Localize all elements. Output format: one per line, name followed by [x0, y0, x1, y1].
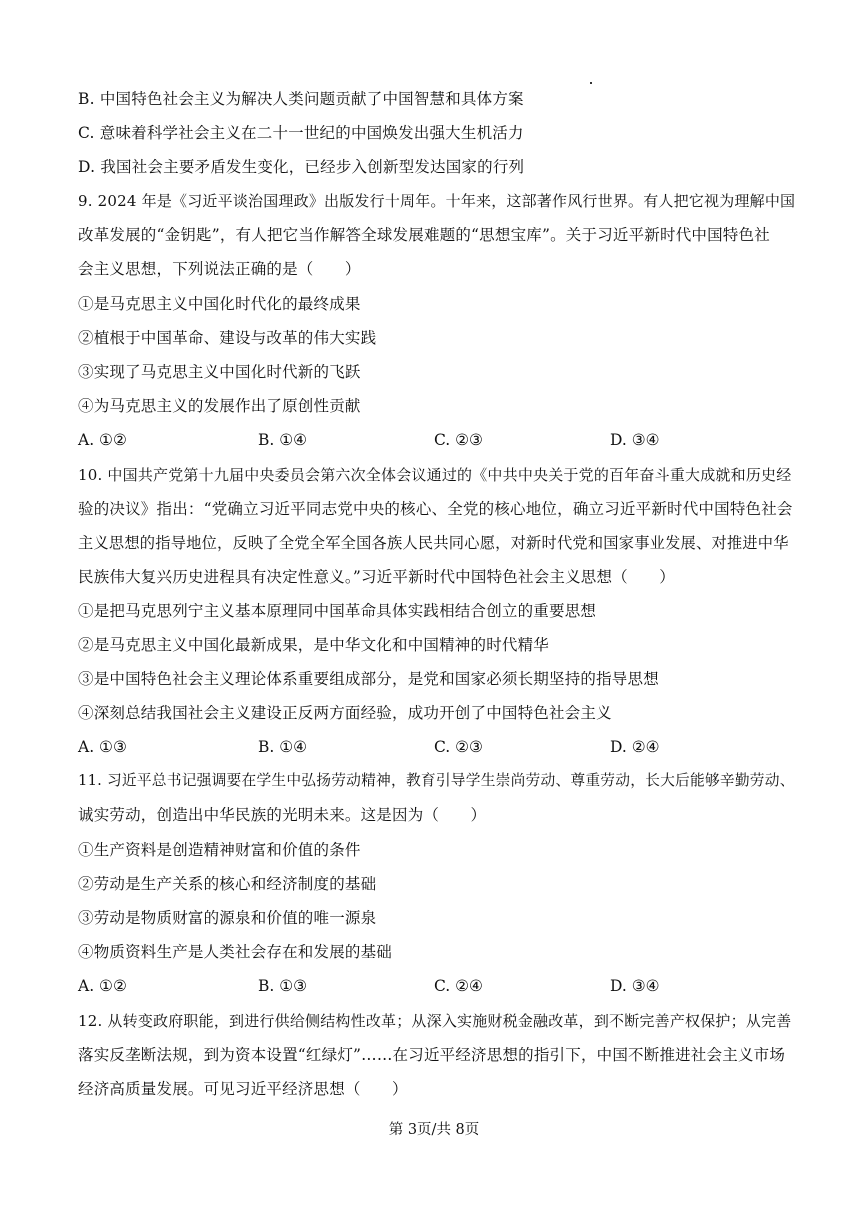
q11-statement: ①生产资料是创造精神财富和价值的条件	[78, 841, 361, 859]
q10-option-c: C. ②③	[434, 738, 483, 756]
q12-stem-line: 落实反垄断法规，到为资本设置“红绿灯”……在习近平经济思想的指引下，中国不断推进社会主义市场	[78, 1046, 786, 1064]
q9-option-b: B. ①④	[258, 431, 308, 449]
q11-stem-line: 11. 习近平总书记强调要在学生中弘扬劳动精神，教育引导学生崇尚劳动、尊重劳动，长大后能够辛勤劳动、	[78, 772, 795, 789]
q9-statement: ③实现了马克思主义中国化时代新的飞跃	[78, 363, 361, 381]
q9-option-a: A. ①②	[78, 431, 127, 449]
q9-statement: ①是马克思主义中国化时代化的最终成果	[78, 295, 361, 313]
q10-statement: ③是中国特色社会主义理论体系重要组成部分，是党和国家必须长期坚持的指导思想	[78, 670, 659, 688]
q9-statement: ②植根于中国革命、建设与改革的伟大实践	[78, 329, 377, 347]
q10-statement: ①是把马克思列宁主义基本原理同中国革命具体实践相结合创立的重要思想	[78, 602, 597, 620]
q9-stem-line: 改革发展的“金钥匙”，有人把它当作解答全球发展难题的“思想宝库”。关于习近平新时代中国特色社	[78, 226, 770, 244]
q10-statement: ④深刻总结我国社会主义建设正反两方面经验，成功开创了中国特色社会主义	[78, 704, 612, 722]
q10-option-d: D. ②④	[610, 738, 660, 756]
q8-option-c: C. 意味着科学社会主义在二十一世纪的中国焕发出强大生机活力	[78, 124, 524, 142]
q9-option-d: D. ③④	[610, 431, 660, 449]
q10-option-b: B. ①④	[258, 738, 308, 756]
q11-option-b: B. ①③	[258, 977, 308, 995]
q11-statement: ④物质资料生产是人类社会存在和发展的基础	[78, 943, 393, 961]
q11-option-c: C. ②④	[434, 977, 483, 995]
q11-statement: ③劳动是物质财富的源泉和价值的唯一源泉	[78, 909, 377, 927]
q10-stem-line: 主义思想的指导地位，反映了全党全军全国各族人民共同心愿，对新时代党和国家事业发展、对推进中华	[78, 534, 789, 552]
q8-option-b: B. 中国特色社会主义为解决人类问题贡献了中国智慧和具体方案	[78, 90, 524, 108]
stray-dot	[590, 82, 592, 84]
q10-stem-line: 民族伟大复兴历史进程具有决定性意义。”习近平新时代中国特色社会主义思想（ ）	[78, 568, 675, 586]
page-footer: 第 3页/共 8页	[388, 1122, 480, 1138]
q9-option-c: C. ②③	[434, 431, 483, 449]
q9-options	[78, 429, 798, 451]
q10-options	[78, 736, 798, 758]
q10-statement: ②是马克思主义中国化最新成果，是中华文化和中国精神的时代精华	[78, 636, 550, 654]
q12-stem-line: 经济高质量发展。可见习近平经济思想（ ）	[78, 1080, 408, 1098]
q9-stem-line: 9. 2024 年是《习近平谈治国理政》出版发行十周年。十年来，这部著作风行世界。有人把它视为理解中国	[78, 192, 796, 210]
q11-option-a: A. ①②	[78, 977, 127, 995]
q11-option-d: D. ③④	[610, 977, 660, 995]
q9-stem-line: 会主义思想，下列说法正确的是（ ）	[78, 260, 361, 278]
q10-option-a: A. ①③	[78, 738, 127, 756]
q11-stem-line: 诚实劳动，创造出中华民族的光明未来。这是因为（ ）	[78, 806, 487, 824]
q10-stem-line: 10. 中国共产党第十九届中央委员会第六次全体会议通过的《中共中央关于党的百年奋斗重大成就和历史经	[78, 466, 792, 484]
q8-option-d: D. 我国社会主要矛盾发生变化，已经步入创新型发达国家的行列	[78, 158, 525, 176]
q9-statement: ④为马克思主义的发展作出了原创性贡献	[78, 397, 361, 415]
q11-statement: ②劳动是生产关系的核心和经济制度的基础	[78, 875, 377, 893]
q12-stem-line: 12. 从转变政府职能，到进行供给侧结构性改革；从深入实施财税金融改革，到不断完善产权保护；从完善	[78, 1012, 792, 1030]
q10-stem-line: 验的决议》指出：“党确立习近平同志党中央的核心、全党的核心地位，确立习近平新时代中国特色社会	[78, 500, 793, 518]
q11-options	[78, 975, 798, 997]
